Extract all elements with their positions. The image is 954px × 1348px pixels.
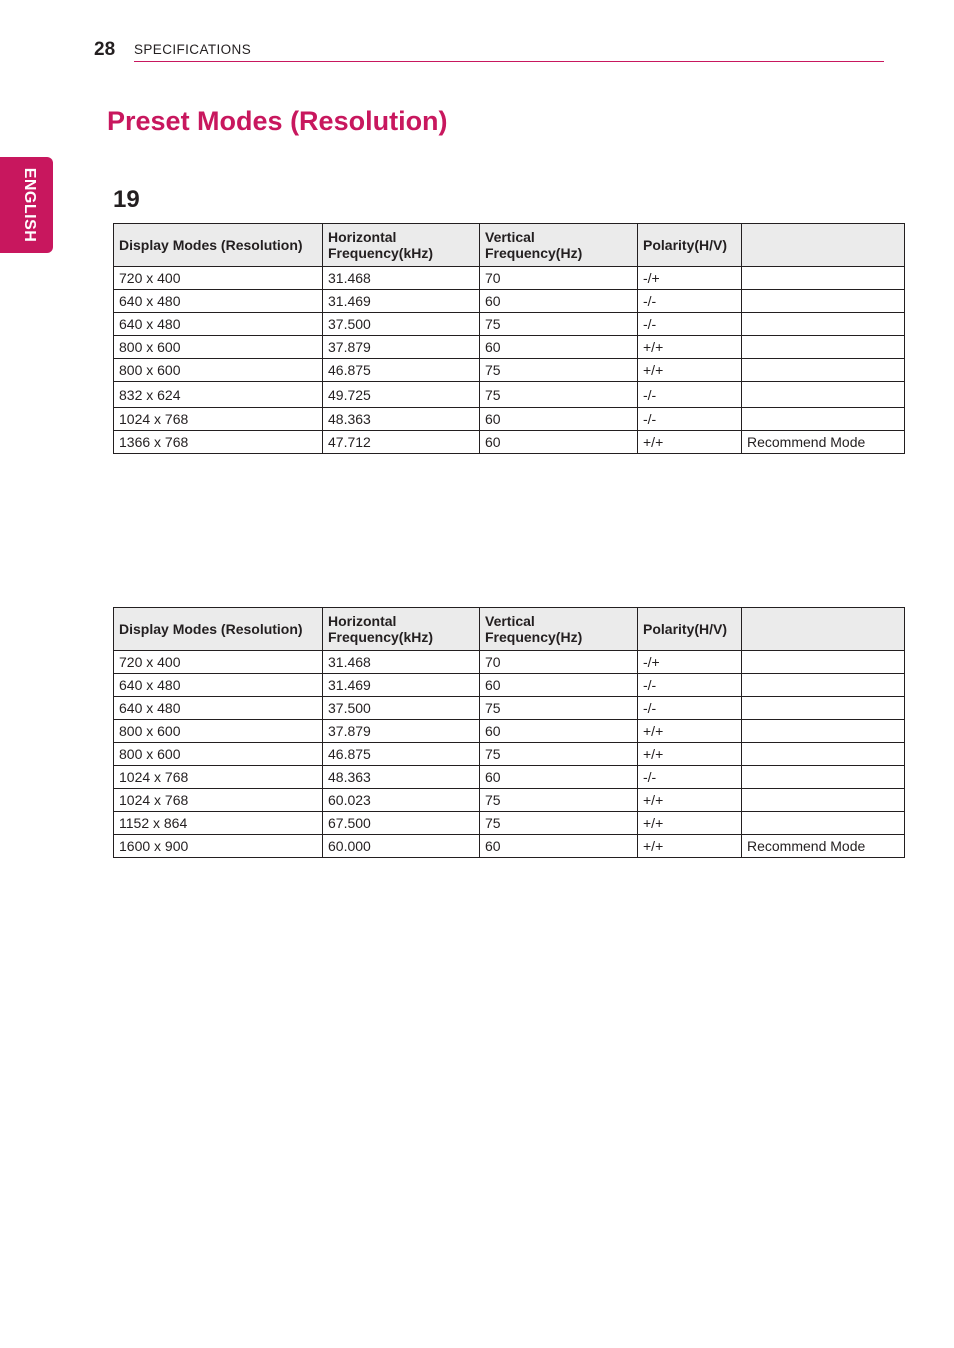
- cell-vertical-frequency: 75: [480, 382, 638, 408]
- table-row: [114, 789, 905, 812]
- column-header-vertical-frequency: Vertical Frequency(Hz): [480, 608, 638, 651]
- cell-polarity: +/+: [638, 835, 742, 858]
- cell-horizontal-frequency: 46.875: [323, 743, 480, 766]
- cell-polarity: -/-: [638, 697, 742, 720]
- cell-resolution: 640 x 480: [114, 697, 323, 720]
- table-row: [114, 674, 905, 697]
- cell-horizontal-frequency: 37.879: [323, 336, 480, 359]
- cell-vertical-frequency: 75: [480, 697, 638, 720]
- cell-notes: [742, 697, 905, 720]
- cell-polarity: +/+: [638, 789, 742, 812]
- table-header-row: [114, 224, 905, 267]
- cell-polarity: -/-: [638, 408, 742, 431]
- cell-resolution: 800 x 600: [114, 336, 323, 359]
- cell-notes: [742, 382, 905, 408]
- cell-polarity: -/+: [638, 651, 742, 674]
- cell-vertical-frequency: 60: [480, 720, 638, 743]
- cell-horizontal-frequency: 67.500: [323, 812, 480, 835]
- cell-resolution: 1024 x 768: [114, 789, 323, 812]
- cell-resolution: 832 x 624: [114, 382, 323, 408]
- page-title: Preset Modes (Resolution): [107, 106, 448, 136]
- cell-vertical-frequency: 75: [480, 789, 638, 812]
- table-row: [114, 651, 905, 674]
- cell-horizontal-frequency: 31.468: [323, 651, 480, 674]
- cell-notes: [742, 359, 905, 382]
- cell-horizontal-frequency: 31.469: [323, 290, 480, 313]
- column-header-display-modes: Display Modes (Resolution): [114, 608, 323, 651]
- cell-vertical-frequency: 75: [480, 359, 638, 382]
- table-row: [114, 382, 905, 408]
- column-header-vertical-frequency: Vertical Frequency(Hz): [480, 224, 638, 267]
- cell-resolution: 800 x 600: [114, 359, 323, 382]
- cell-notes: [742, 267, 905, 290]
- table-row: [114, 267, 905, 290]
- page-header: [94, 38, 884, 64]
- cell-vertical-frequency: 75: [480, 313, 638, 336]
- table-row: [114, 408, 905, 431]
- cell-resolution: 1600 x 900: [114, 835, 323, 858]
- cell-horizontal-frequency: 37.500: [323, 313, 480, 336]
- table-row: [114, 697, 905, 720]
- cell-polarity: -/-: [638, 674, 742, 697]
- cell-resolution: 1152 x 864: [114, 812, 323, 835]
- cell-vertical-frequency: 75: [480, 743, 638, 766]
- cell-horizontal-frequency: 47.712: [323, 431, 480, 454]
- cell-vertical-frequency: 60: [480, 408, 638, 431]
- column-header-polarity: Polarity(H/V): [638, 608, 742, 651]
- table-row: [114, 290, 905, 313]
- table-row: [114, 835, 905, 858]
- cell-polarity: -/-: [638, 766, 742, 789]
- cell-notes: Recommend Mode: [742, 835, 905, 858]
- cell-notes: [742, 674, 905, 697]
- section-label: SPECIFICATIONS: [134, 42, 252, 57]
- language-tab-label: ENGLISH: [21, 167, 38, 243]
- cell-polarity: -/-: [638, 382, 742, 408]
- cell-resolution: 1024 x 768: [114, 766, 323, 789]
- table-row: [114, 336, 905, 359]
- language-side-tab: [0, 157, 53, 253]
- cell-notes: [742, 290, 905, 313]
- preset-modes-table-19: [113, 223, 905, 454]
- table-header-row: [114, 608, 905, 651]
- column-header-polarity: Polarity(H/V): [638, 224, 742, 267]
- cell-polarity: +/+: [638, 720, 742, 743]
- table-row: [114, 720, 905, 743]
- cell-notes: [742, 789, 905, 812]
- cell-notes: [742, 408, 905, 431]
- cell-polarity: -/+: [638, 267, 742, 290]
- cell-polarity: +/+: [638, 431, 742, 454]
- cell-horizontal-frequency: 49.725: [323, 382, 480, 408]
- header-divider: [134, 61, 884, 62]
- cell-horizontal-frequency: 60.023: [323, 789, 480, 812]
- cell-notes: [742, 336, 905, 359]
- cell-horizontal-frequency: 31.469: [323, 674, 480, 697]
- column-header-notes: [742, 224, 905, 267]
- cell-notes: Recommend Mode: [742, 431, 905, 454]
- column-header-horizontal-frequency: Horizontal Frequency(kHz): [323, 224, 480, 267]
- cell-notes: [742, 812, 905, 835]
- cell-polarity: +/+: [638, 812, 742, 835]
- cell-vertical-frequency: 60: [480, 431, 638, 454]
- cell-polarity: +/+: [638, 336, 742, 359]
- cell-resolution: 1366 x 768: [114, 431, 323, 454]
- cell-polarity: +/+: [638, 743, 742, 766]
- cell-vertical-frequency: 75: [480, 812, 638, 835]
- cell-vertical-frequency: 70: [480, 267, 638, 290]
- column-header-notes: [742, 608, 905, 651]
- table-row: [114, 431, 905, 454]
- cell-resolution: 1024 x 768: [114, 408, 323, 431]
- cell-notes: [742, 743, 905, 766]
- cell-notes: [742, 313, 905, 336]
- column-header-display-modes: Display Modes (Resolution): [114, 224, 323, 267]
- cell-horizontal-frequency: 60.000: [323, 835, 480, 858]
- cell-resolution: 720 x 400: [114, 267, 323, 290]
- cell-horizontal-frequency: 37.500: [323, 697, 480, 720]
- cell-vertical-frequency: 60: [480, 336, 638, 359]
- table-row: [114, 743, 905, 766]
- cell-notes: [742, 720, 905, 743]
- cell-notes: [742, 766, 905, 789]
- cell-horizontal-frequency: 31.468: [323, 267, 480, 290]
- cell-vertical-frequency: 60: [480, 766, 638, 789]
- cell-notes: [742, 651, 905, 674]
- cell-horizontal-frequency: 48.363: [323, 766, 480, 789]
- cell-vertical-frequency: 60: [480, 674, 638, 697]
- table-row: [114, 313, 905, 336]
- cell-resolution: 800 x 600: [114, 743, 323, 766]
- column-header-horizontal-frequency: Horizontal Frequency(kHz): [323, 608, 480, 651]
- table-row: [114, 812, 905, 835]
- cell-resolution: 640 x 480: [114, 313, 323, 336]
- cell-polarity: -/-: [638, 290, 742, 313]
- cell-vertical-frequency: 60: [480, 290, 638, 313]
- cell-resolution: 800 x 600: [114, 720, 323, 743]
- page-number: 28: [94, 39, 116, 60]
- cell-horizontal-frequency: 37.879: [323, 720, 480, 743]
- model-size-heading: 19: [113, 186, 140, 213]
- cell-polarity: -/-: [638, 313, 742, 336]
- cell-horizontal-frequency: 46.875: [323, 359, 480, 382]
- cell-horizontal-frequency: 48.363: [323, 408, 480, 431]
- table-row: [114, 359, 905, 382]
- cell-vertical-frequency: 60: [480, 835, 638, 858]
- table-row: [114, 766, 905, 789]
- cell-resolution: 640 x 480: [114, 290, 323, 313]
- preset-modes-table-2: [113, 607, 905, 858]
- cell-resolution: 720 x 400: [114, 651, 323, 674]
- cell-polarity: +/+: [638, 359, 742, 382]
- cell-vertical-frequency: 70: [480, 651, 638, 674]
- cell-resolution: 640 x 480: [114, 674, 323, 697]
